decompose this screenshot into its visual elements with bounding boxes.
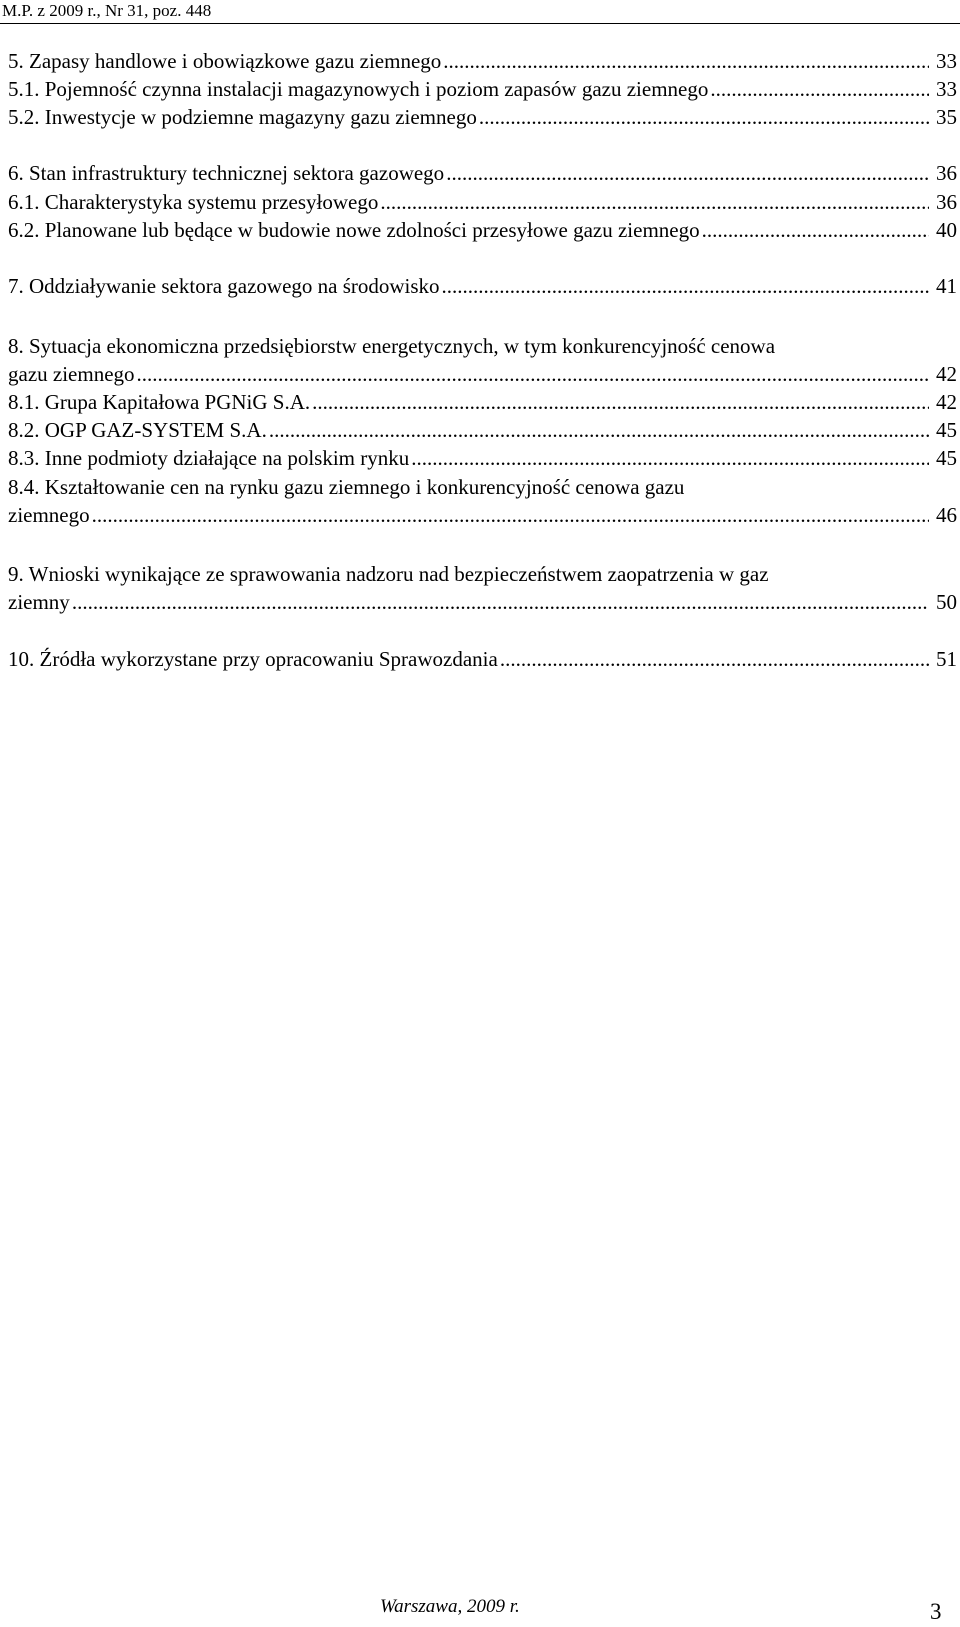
toc-entry-6-2[interactable]: [8, 216, 957, 244]
toc-leader-dots: [411, 444, 929, 472]
toc-entry-5-2[interactable]: [8, 103, 957, 131]
toc-leader-dots: [312, 388, 929, 416]
footer-page-number: 3: [930, 1599, 942, 1624]
toc-entry-label: 8.1. Grupa Kapitałowa PGNiG S.A.: [8, 390, 311, 414]
toc-entry-label: 8.3. Inne podmioty działające na polskim rynku: [8, 446, 410, 470]
toc-entry-5-1[interactable]: [8, 75, 957, 103]
toc-leader-dots: [92, 501, 929, 529]
toc-leader-dots: [710, 75, 929, 103]
toc-entry-label: 6. Stan infrastruktury technicznej sektora gazowego: [8, 161, 445, 185]
toc-entry-6[interactable]: [8, 159, 957, 187]
toc-page-number: 33: [936, 77, 957, 101]
toc-page-number: 51: [936, 647, 957, 671]
toc-page-number: 33: [936, 49, 957, 73]
toc-entry-8-4[interactable]: [8, 501, 957, 529]
toc-page-number: 50: [936, 590, 957, 614]
toc-leader-dots: [269, 416, 929, 444]
toc-page-number: 36: [936, 161, 957, 185]
toc-leader-dots: [702, 216, 929, 244]
toc-entry-label: ziemnego: [8, 503, 90, 527]
toc-entry-label: 6.2. Planowane lub będące w budowie nowe zdolności przesyłowe gazu ziemnego: [8, 218, 700, 242]
toc-entry-label: 6.1. Charakterystyka systemu przesyłowego: [8, 190, 379, 214]
toc-page-number: 45: [936, 446, 957, 470]
toc-page-number: 36: [936, 190, 957, 214]
toc-entry-8-3[interactable]: [8, 444, 957, 472]
footer-place-date: Warszawa, 2009 r.: [380, 1596, 520, 1617]
toc-leader-dots: [443, 47, 929, 75]
toc-entry-9-line1[interactable]: 9. Wnioski wynikające ze sprawowania nadzoru nad bezpieczeństwem zaopatrzenia w gaz: [8, 562, 769, 586]
toc-leader-dots: [380, 188, 929, 216]
toc-entry-label: gazu ziemnego: [8, 362, 135, 386]
toc-entry-label: 7. Oddziaływanie sektora gazowego na środowisko: [8, 274, 440, 298]
toc-entry-label: 8.2. OGP GAZ-SYSTEM S.A.: [8, 418, 267, 442]
toc-page-number: 42: [936, 362, 957, 386]
toc-entry-label: 5.2. Inwestycje w podziemne magazyny gazu ziemnego: [8, 105, 477, 129]
toc-page-number: 45: [936, 418, 957, 442]
toc-page-number: 35: [936, 105, 957, 129]
toc-entry-8-2[interactable]: [8, 416, 957, 444]
toc-entry-8-4-line1[interactable]: 8.4. Kształtowanie cen na rynku gazu ziemnego i konkurencyjność cenowa gazu: [8, 475, 685, 499]
toc-page-number: 46: [936, 503, 957, 527]
toc-entry-label: 10. Źródła wykorzystane przy opracowaniu Sprawozdania: [8, 647, 498, 671]
toc-entry-8-line1[interactable]: 8. Sytuacja ekonomiczna przedsiębiorstw energetycznych, w tym konkurencyjność cenowa: [8, 334, 776, 358]
toc-leader-dots: [442, 272, 929, 300]
toc-leader-dots: [500, 645, 929, 673]
toc-entry-8-1[interactable]: [8, 388, 957, 416]
toc-entry-8[interactable]: [8, 360, 957, 388]
toc-entry-label: 5. Zapasy handlowe i obowiązkowe gazu ziemnego: [8, 49, 442, 73]
toc-page-number: 42: [936, 390, 957, 414]
toc-page-number: 40: [936, 218, 957, 242]
toc-entry-9[interactable]: [8, 588, 957, 616]
header-rule: [0, 23, 960, 24]
page-header: M.P. z 2009 r., Nr 31, poz. 448: [2, 1, 212, 20]
toc-entry-6-1[interactable]: [8, 188, 957, 216]
toc-leader-dots: [137, 360, 929, 388]
toc-page-number: 41: [936, 274, 957, 298]
toc-entry-label: 5.1. Pojemność czynna instalacji magazynowych i poziom zapasów gazu ziemnego: [8, 77, 709, 101]
toc-entry-10[interactable]: [8, 645, 957, 673]
toc-entry-7[interactable]: [8, 272, 957, 300]
toc-leader-dots: [446, 159, 929, 187]
toc-leader-dots: [479, 103, 929, 131]
toc-entry-label: ziemny: [8, 590, 70, 614]
toc-leader-dots: [72, 588, 929, 616]
toc-entry-5[interactable]: [8, 47, 957, 75]
